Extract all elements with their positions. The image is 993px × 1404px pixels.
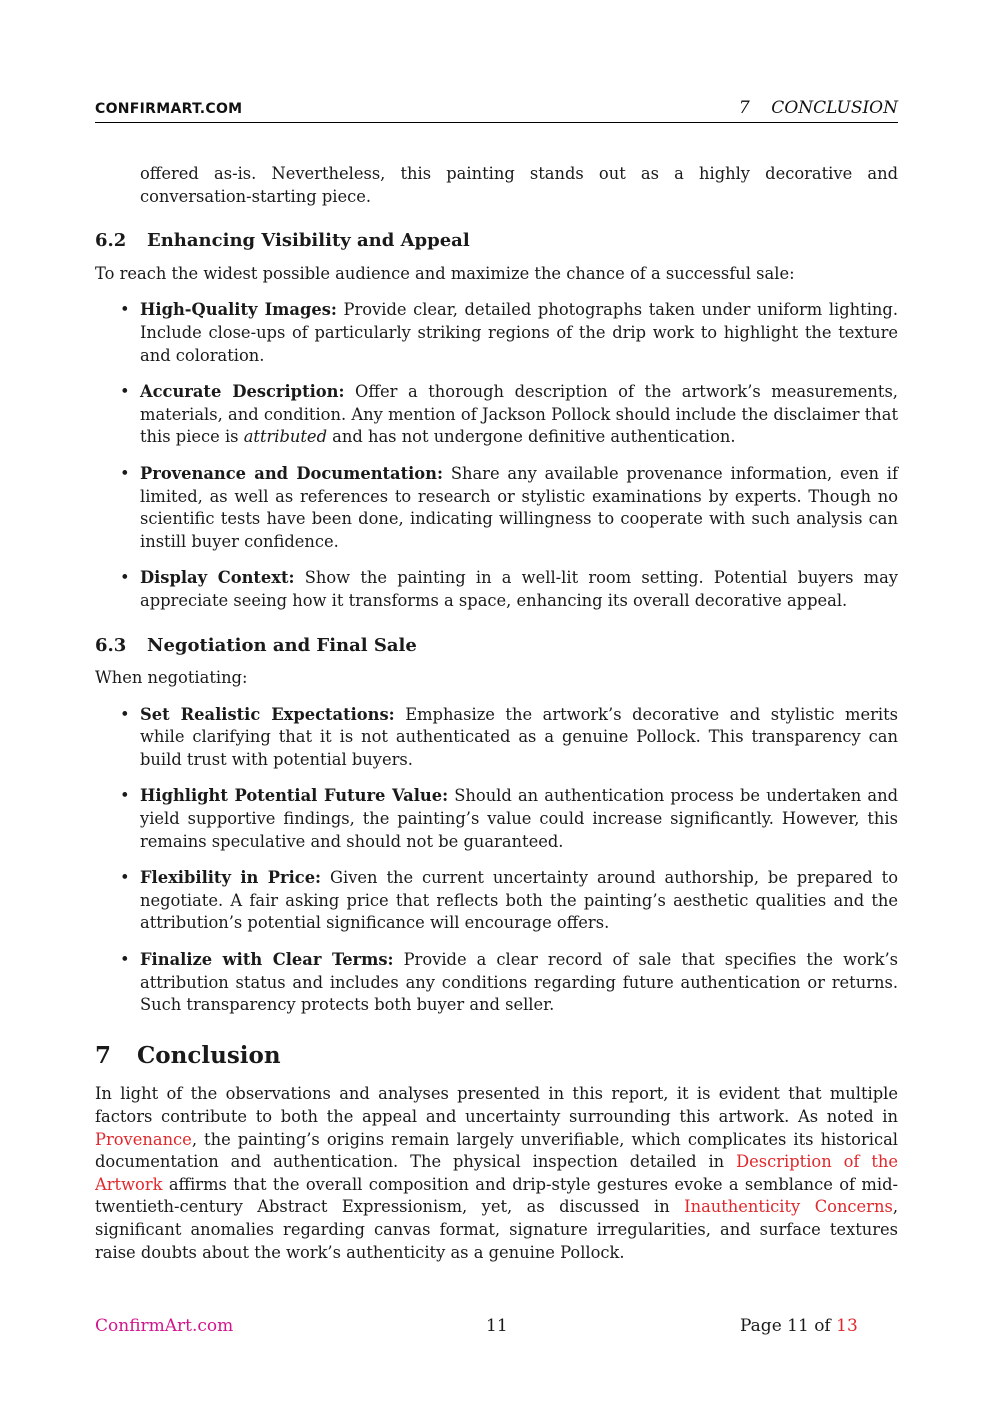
page-number: 11 — [486, 1316, 508, 1336]
section-6-3-heading — [95, 635, 898, 658]
item-text: Provide a clear record of sale that specifies the work’s attribution status and includes any conditions regarding future authentication or returns. Such transparency protects both buyer and seller. — [140, 950, 898, 1015]
provenance-link[interactable]: Provenance — [95, 1129, 192, 1149]
section-number: 6.3 — [95, 634, 127, 656]
bullet-icon: • — [120, 786, 130, 806]
conclusion-text: affirms that the overall composition and drip-style gestures evoke a semblance of mid-twentieth-century Abstract Expressionism, yet, as discussed in — [95, 1174, 898, 1217]
conclusion-text: , the painting’s origins remain largely unverifiable, which complicates its historical documentation and authentication. The physical inspection detailed in — [95, 1129, 898, 1172]
bullet-icon: • — [120, 463, 130, 483]
item-text: Provide clear, detailed photographs taken under uniform lighting. Include close-ups of particularly striking regions of the drip work to highlight the texture and coloration. — [140, 300, 899, 365]
item-lead: Highlight Potential Future Value: — [140, 786, 449, 806]
page-body — [95, 163, 898, 1264]
bullet-icon: • — [120, 868, 130, 888]
description-of-artwork-link[interactable]: Description of the Artwork — [95, 1152, 898, 1194]
section-number: 6.2 — [95, 230, 127, 252]
item-text: Emphasize the artwork’s decorative and stylistic merits while clarifying that it is not authenticated as a genuine Pollock. This transparency can build trust with potential buyers. — [140, 704, 898, 769]
section-7-heading — [95, 1041, 898, 1069]
list-item — [120, 867, 899, 935]
item-lead: Accurate Description: — [140, 382, 345, 402]
conclusion-paragraph — [95, 1083, 898, 1264]
visibility-list — [95, 299, 898, 612]
section-title: Conclusion — [137, 1041, 281, 1069]
item-lead: Provenance and Documentation: — [140, 463, 444, 483]
section-6-2-heading — [95, 230, 898, 253]
conclusion-text: In light of the observations and analyses presented in this report, it is evident that multiple factors contribute to both the appeal and uncertainty surrounding this artwork. As noted in — [95, 1084, 898, 1126]
bullet-icon: • — [120, 950, 130, 970]
item-lead: Flexibility in Price: — [140, 868, 322, 888]
page-count-prefix: Page 11 of — [740, 1316, 837, 1336]
item-text: Show the painting in a well-lit room setting. Potential buyers may appreciate seeing how it transforms a space, enhancing its overall decorative appeal. — [140, 568, 898, 610]
item-text: Should an authentication process be undertaken and yield supportive findings, the painting’s value could increase significantly. However, this remains speculative and should not be guaranteed. — [140, 786, 898, 851]
section-title: Enhancing Visibility and Appeal — [147, 230, 470, 252]
bullet-icon: • — [120, 300, 130, 320]
inauthenticity-concerns-link[interactable]: Inauthenticity Concerns — [684, 1197, 893, 1217]
continued-paragraph: offered as-is. Nevertheless, this painting stands out as a highly decorative and conversation-starting piece. — [140, 164, 898, 206]
section-6-2-intro: To reach the widest possible audience and maximize the chance of a successful sale: — [95, 263, 795, 283]
item-lead: High-Quality Images: — [140, 300, 337, 320]
list-item — [120, 785, 898, 853]
section-title: Negotiation and Final Sale — [147, 634, 417, 656]
item-lead: Finalize with Clear Terms: — [140, 950, 394, 970]
item-lead: Display Context: — [140, 568, 295, 588]
item-text: Share any available provenance information, even if limited, as well as references to research or stylistic examinations by experts. Though no scientific tests have been done, indicating willingness to cooperate with such analysis can instill buyer confidence. — [140, 463, 898, 551]
list-item — [120, 567, 898, 612]
bullet-icon: • — [120, 568, 130, 588]
header-brand: CONFIRMART.COM — [95, 101, 243, 117]
item-text: Offer a thorough description of the artwork’s measurements, materials, and condition. Any mention of Jackson Pollock should include the disclaimer that this piece is — [140, 382, 898, 447]
section-6-3-intro: When negotiating: — [95, 668, 248, 688]
item-text-after: and has not undergone definitive authentication. — [327, 427, 736, 447]
list-item — [120, 381, 898, 449]
item-emphasis: attributed — [243, 427, 327, 447]
list-item — [120, 704, 898, 772]
item-lead: Set Realistic Expectations: — [140, 704, 395, 724]
bullet-icon: • — [120, 382, 130, 402]
page-header — [95, 98, 898, 123]
header-section-title: 7 CONCLUSION — [738, 98, 898, 118]
item-text: Given the current uncertainty around authorship, be prepared to negotiate. A fair asking price that reflects both the painting’s aesthetic qualities and the attribution’s potential significance will encourage offers. — [140, 868, 899, 933]
site-link[interactable]: ConfirmArt.com — [95, 1316, 234, 1336]
list-item — [120, 949, 898, 1017]
list-item — [120, 463, 898, 553]
conclusion-text: , significant anomalies regarding canvas format, signature irregularities, and surface textures raise doubts about the work’s authenticity as a genuine Pollock. — [95, 1197, 898, 1262]
section-number: 7 — [95, 1041, 112, 1069]
total-pages-link[interactable]: 13 — [836, 1316, 858, 1336]
list-item — [120, 299, 899, 367]
negotiation-list — [95, 704, 898, 1017]
page-footer — [95, 1316, 898, 1340]
page-count — [740, 1316, 858, 1336]
bullet-icon: • — [120, 704, 130, 724]
